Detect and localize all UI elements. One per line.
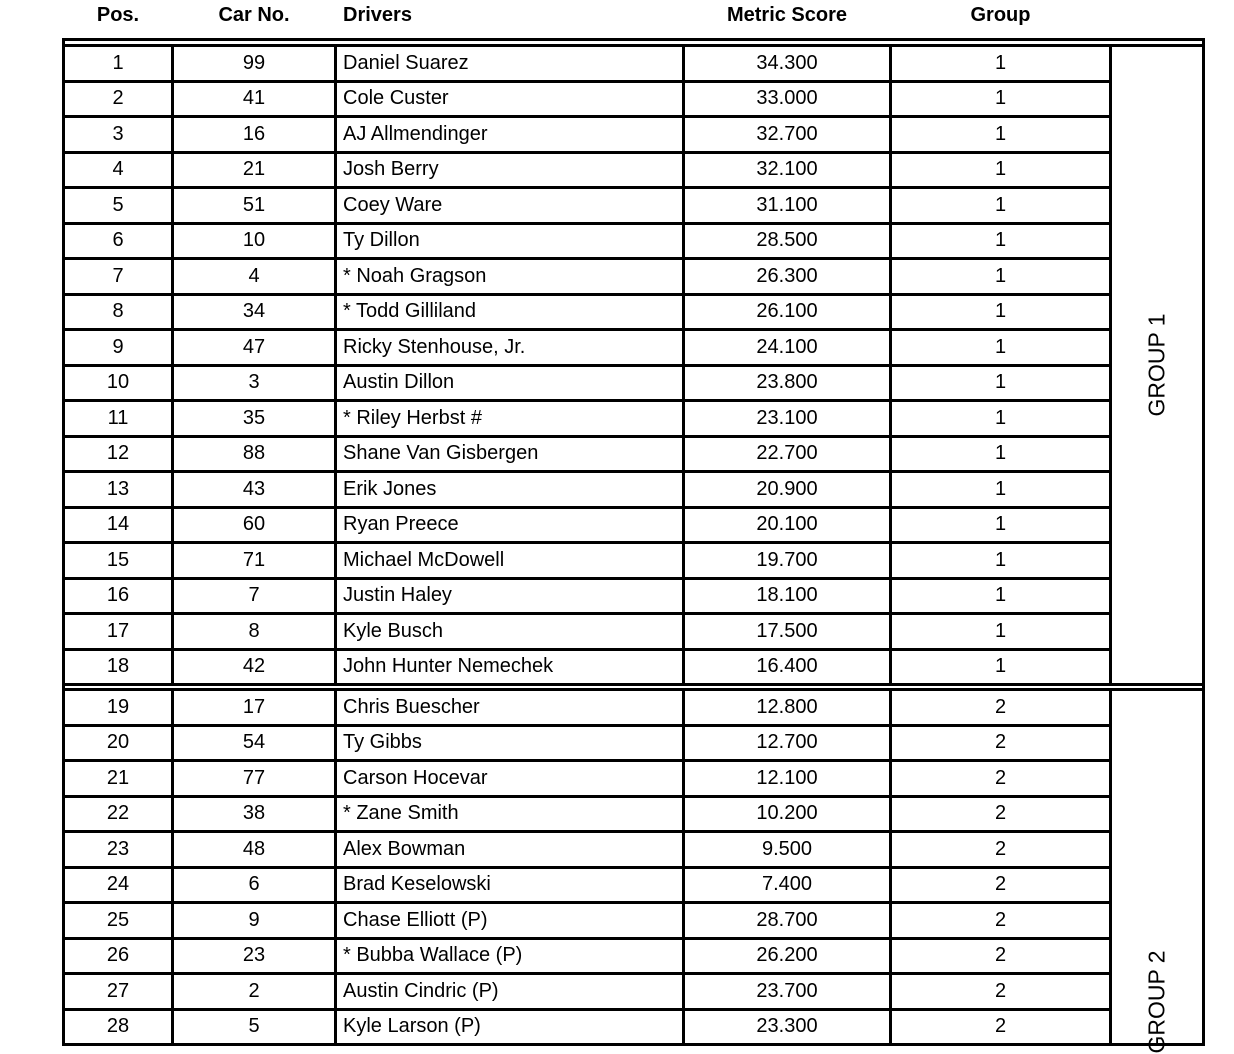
driver-cell: John Hunter Nemechek — [337, 651, 682, 684]
metric-score-cell: 32.100 — [685, 154, 889, 187]
driver-cell: * Bubba Wallace (P) — [337, 940, 682, 973]
car-number-cell: 21 — [174, 154, 334, 187]
pos-cell: 23 — [65, 833, 171, 866]
driver-cell: * Noah Gragson — [337, 260, 682, 293]
metric-score-cell: 31.100 — [685, 189, 889, 222]
metric-score-cell: 26.100 — [685, 296, 889, 329]
metric-score-cell: 23.800 — [685, 367, 889, 400]
car-number-cell: 42 — [174, 651, 334, 684]
car-number-cell: 34 — [174, 296, 334, 329]
car-number-cell: 71 — [174, 544, 334, 577]
pos-cell: 27 — [65, 975, 171, 1008]
group-cell: 1 — [892, 189, 1109, 222]
car-number-cell: 7 — [174, 580, 334, 613]
group-cell: 1 — [892, 47, 1109, 80]
driver-cell: Ricky Stenhouse, Jr. — [337, 331, 682, 364]
pos-cell: 4 — [65, 154, 171, 187]
table-header — [62, 0, 1234, 31]
group-cell: 1 — [892, 260, 1109, 293]
metric-score-cell: 28.500 — [685, 225, 889, 258]
group-cell: 1 — [892, 331, 1109, 364]
pos-cell: 17 — [65, 615, 171, 648]
pos-cell: 25 — [65, 904, 171, 937]
group-cell: 2 — [892, 833, 1109, 866]
pos-cell: 22 — [65, 798, 171, 831]
pos-cell: 7 — [65, 260, 171, 293]
pos-cell: 2 — [65, 83, 171, 116]
driver-cell: Austin Cindric (P) — [337, 975, 682, 1008]
pos-cell: 12 — [65, 438, 171, 471]
car-number-cell: 47 — [174, 331, 334, 364]
pos-cell: 1 — [65, 47, 171, 80]
driver-cell: Ty Gibbs — [337, 727, 682, 760]
pos-cell: 11 — [65, 402, 171, 435]
group-cell: 2 — [892, 975, 1109, 1008]
column-header-drivers: Drivers — [343, 4, 412, 26]
pos-cell: 26 — [65, 940, 171, 973]
column-header-metric-score: Metric Score — [726, 4, 848, 26]
driver-cell: Ryan Preece — [337, 509, 682, 542]
column-header-pos: Pos. — [96, 4, 140, 26]
pos-cell: 9 — [65, 331, 171, 364]
pos-cell: 19 — [65, 691, 171, 724]
driver-cell: * Todd Gilliland — [337, 296, 682, 329]
car-number-cell: 6 — [174, 869, 334, 902]
driver-cell: Alex Bowman — [337, 833, 682, 866]
pos-cell: 20 — [65, 727, 171, 760]
group-cell: 1 — [892, 118, 1109, 151]
column-header-car-no: Car No. — [218, 4, 290, 26]
group1-sidebar-cell — [1112, 47, 1202, 683]
car-number-cell: 10 — [174, 225, 334, 258]
car-number-cell: 38 — [174, 798, 334, 831]
driver-cell: Coey Ware — [337, 189, 682, 222]
pos-cell: 24 — [65, 869, 171, 902]
car-number-cell: 2 — [174, 975, 334, 1008]
group-cell: 1 — [892, 615, 1109, 648]
group-cell: 1 — [892, 580, 1109, 613]
car-number-cell: 35 — [174, 402, 334, 435]
top-double-border-gap — [65, 41, 1202, 44]
table-body — [62, 38, 1205, 1054]
driver-cell: Erik Jones — [337, 473, 682, 506]
group-cell: 1 — [892, 438, 1109, 471]
metric-score-cell: 20.900 — [685, 473, 889, 506]
pos-cell: 21 — [65, 762, 171, 795]
metric-score-cell: 26.200 — [685, 940, 889, 973]
group2-sidebar-cell — [1112, 691, 1202, 1054]
pos-cell: 5 — [65, 189, 171, 222]
group-cell: 2 — [892, 1011, 1109, 1044]
group-cell: 2 — [892, 904, 1109, 937]
group-cell: 1 — [892, 651, 1109, 684]
car-number-cell: 3 — [174, 367, 334, 400]
car-number-cell: 4 — [174, 260, 334, 293]
driver-cell: Chris Buescher — [337, 691, 682, 724]
group1-sidebar-label: GROUP 1 — [1143, 313, 1170, 417]
metric-score-cell: 19.700 — [685, 544, 889, 577]
driver-cell: Kyle Larson (P) — [337, 1011, 682, 1044]
metric-score-cell: 22.700 — [685, 438, 889, 471]
driver-cell: Cole Custer — [337, 83, 682, 116]
metric-score-cell: 18.100 — [685, 580, 889, 613]
metric-score-cell: 28.700 — [685, 904, 889, 937]
driver-cell: * Zane Smith — [337, 798, 682, 831]
metric-score-cell: 12.100 — [685, 762, 889, 795]
metric-score-cell: 9.500 — [685, 833, 889, 866]
metric-score-cell: 34.300 — [685, 47, 889, 80]
metric-score-cell: 23.700 — [685, 975, 889, 1008]
car-number-cell: 54 — [174, 727, 334, 760]
group-cell: 2 — [892, 798, 1109, 831]
car-number-cell: 9 — [174, 904, 334, 937]
pos-cell: 13 — [65, 473, 171, 506]
driver-cell: AJ Allmendinger — [337, 118, 682, 151]
group-cell: 2 — [892, 691, 1109, 724]
group-cell: 2 — [892, 762, 1109, 795]
driver-cell: Michael McDowell — [337, 544, 682, 577]
driver-cell: Daniel Suarez — [337, 47, 682, 80]
metric-score-cell: 12.800 — [685, 691, 889, 724]
group-cell: 1 — [892, 154, 1109, 187]
metric-score-cell: 10.200 — [685, 798, 889, 831]
group-cell: 1 — [892, 402, 1109, 435]
group-cell: 2 — [892, 727, 1109, 760]
group-cell: 1 — [892, 509, 1109, 542]
driver-cell: Shane Van Gisbergen — [337, 438, 682, 471]
pos-cell: 28 — [65, 1011, 171, 1044]
driver-cell: Austin Dillon — [337, 367, 682, 400]
metric-score-cell: 23.100 — [685, 402, 889, 435]
metric-score-cell: 26.300 — [685, 260, 889, 293]
group-cell: 1 — [892, 544, 1109, 577]
metric-score-cell: 7.400 — [685, 869, 889, 902]
car-number-cell: 60 — [174, 509, 334, 542]
driver-cell: Brad Keselowski — [337, 869, 682, 902]
pos-cell: 14 — [65, 509, 171, 542]
group-cell: 1 — [892, 225, 1109, 258]
pos-cell: 15 — [65, 544, 171, 577]
group-cell: 2 — [892, 940, 1109, 973]
pos-cell: 6 — [65, 225, 171, 258]
group2-sidebar-label: GROUP 2 — [1143, 950, 1170, 1054]
car-number-cell: 23 — [174, 940, 334, 973]
metric-score-cell: 24.100 — [685, 331, 889, 364]
column-header-group: Group — [970, 4, 1031, 26]
car-number-cell: 43 — [174, 473, 334, 506]
group-cell: 2 — [892, 869, 1109, 902]
group-separator-gap — [65, 686, 1202, 688]
pos-cell: 18 — [65, 651, 171, 684]
group-cell: 1 — [892, 83, 1109, 116]
group-cell: 1 — [892, 296, 1109, 329]
driver-cell: Ty Dillon — [337, 225, 682, 258]
car-number-cell: 88 — [174, 438, 334, 471]
metric-score-cell: 17.500 — [685, 615, 889, 648]
car-number-cell: 77 — [174, 762, 334, 795]
driver-cell: Kyle Busch — [337, 615, 682, 648]
group-cell: 1 — [892, 367, 1109, 400]
driver-cell: Chase Elliott (P) — [337, 904, 682, 937]
driver-cell: Justin Haley — [337, 580, 682, 613]
metric-score-cell: 16.400 — [685, 651, 889, 684]
car-number-cell: 41 — [174, 83, 334, 116]
metric-score-cell: 23.300 — [685, 1011, 889, 1044]
pos-cell: 3 — [65, 118, 171, 151]
pos-cell: 8 — [65, 296, 171, 329]
car-number-cell: 16 — [174, 118, 334, 151]
driver-cell: Josh Berry — [337, 154, 682, 187]
car-number-cell: 48 — [174, 833, 334, 866]
driver-cell: * Riley Herbst # — [337, 402, 682, 435]
car-number-cell: 17 — [174, 691, 334, 724]
car-number-cell: 8 — [174, 615, 334, 648]
pos-cell: 10 — [65, 367, 171, 400]
car-number-cell: 5 — [174, 1011, 334, 1044]
group-cell: 1 — [892, 473, 1109, 506]
car-number-cell: 51 — [174, 189, 334, 222]
metric-score-cell: 20.100 — [685, 509, 889, 542]
metric-score-cell: 32.700 — [685, 118, 889, 151]
driver-cell: Carson Hocevar — [337, 762, 682, 795]
metric-score-cell: 12.700 — [685, 727, 889, 760]
pos-cell: 16 — [65, 580, 171, 613]
metric-score-cell: 33.000 — [685, 83, 889, 116]
car-number-cell: 99 — [174, 47, 334, 80]
